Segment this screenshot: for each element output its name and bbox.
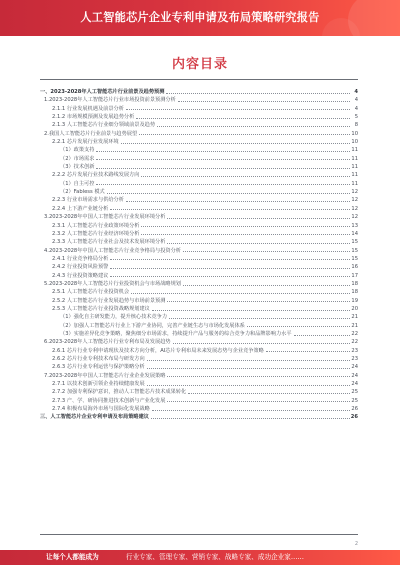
toc-entry[interactable] bbox=[40, 163, 358, 171]
toc-entry[interactable] bbox=[40, 297, 358, 305]
toc-entry-page: 10 bbox=[351, 130, 358, 137]
toc-entry-label: 2.2.4 上下游产业链分析 bbox=[52, 205, 109, 212]
toc-entry-page: 15 bbox=[351, 239, 358, 246]
toc-leader-dots bbox=[147, 385, 350, 386]
toc-entry-page: 12 bbox=[351, 205, 358, 212]
toc-entry[interactable] bbox=[40, 405, 358, 413]
toc-entry-page: 17 bbox=[351, 272, 358, 279]
toc-entry-page: 12 bbox=[351, 214, 358, 221]
toc-entry[interactable] bbox=[40, 305, 358, 313]
toc-leader-dots bbox=[151, 418, 350, 419]
toc-entry-label: 2.7.2 加强专利保护意识，推动人工智能芯片技术成果转化 bbox=[52, 389, 187, 396]
table-of-contents bbox=[40, 88, 358, 422]
toc-leader-dots bbox=[167, 243, 350, 244]
toc-entry[interactable] bbox=[40, 263, 358, 271]
toc-divider-bottom bbox=[40, 534, 358, 535]
toc-entry-label: 2.4.3 行业投资策略建议 bbox=[52, 272, 109, 279]
toc-entry-label: （1）强化自主研发能力，提升核心技术竞争力 bbox=[60, 314, 168, 321]
toc-entry-label: 一、2023-2028年人工智能芯片行业前景及趋势预测 bbox=[40, 89, 165, 95]
footer-slogan: 让每个人都能成为 bbox=[46, 553, 99, 561]
toc-entry-label: 6.2023-2028年人工智能芯片行业专利布局及发展趋势 bbox=[44, 339, 171, 346]
toc-entry[interactable] bbox=[40, 413, 358, 421]
toc-leader-dots bbox=[167, 301, 350, 302]
toc-leader-dots bbox=[147, 368, 350, 369]
toc-leader-dots bbox=[110, 268, 350, 269]
toc-entry-label: 2.7.4 积极布局海外市场与国际化发展战略 bbox=[52, 406, 150, 413]
toc-leader-dots bbox=[183, 251, 350, 252]
toc-leader-dots bbox=[139, 134, 350, 135]
toc-entry-label: 2.3.1 人工智能芯片行业政策环境分析 bbox=[52, 222, 140, 229]
toc-entry[interactable] bbox=[40, 313, 358, 321]
toc-entry-page: 19 bbox=[351, 297, 358, 304]
toc-entry[interactable] bbox=[40, 330, 358, 338]
toc-entry-page: 26 bbox=[350, 414, 358, 421]
toc-entry[interactable] bbox=[40, 247, 358, 255]
toc-entry-label: 2.5.1 人工智能芯片行业投资机会 bbox=[52, 289, 130, 296]
toc-entry-page: 21 bbox=[351, 322, 358, 329]
toc-entry-page: 11 bbox=[351, 172, 358, 179]
toc-entry[interactable] bbox=[40, 372, 358, 380]
toc-entry-label: 2.2.3 行业市场需求与供给分析 bbox=[52, 197, 124, 204]
toc-entry[interactable] bbox=[40, 322, 358, 330]
toc-entry[interactable] bbox=[40, 288, 358, 296]
toc-entry-label: 三、人工智能芯片企业专利申请及布局策略建议 bbox=[40, 414, 149, 421]
toc-entry[interactable] bbox=[40, 280, 358, 288]
toc-entry[interactable] bbox=[40, 180, 358, 188]
toc-entry-page: 23 bbox=[351, 347, 358, 354]
toc-entry-page: 15 bbox=[351, 247, 358, 254]
toc-entry-label: 2.7.1 以技术创新引领企业持续健康发展 bbox=[52, 381, 145, 388]
toc-entry-page: 25 bbox=[351, 397, 358, 404]
toc-entry[interactable] bbox=[40, 347, 358, 355]
toc-entry[interactable] bbox=[40, 355, 358, 363]
toc-entry-label: （1）自主可控 bbox=[60, 180, 95, 187]
toc-leader-dots bbox=[173, 343, 350, 344]
toc-entry-label: （3）实施差异化竞争策略，聚焦细分市场需求，持续提升产品与服务的综合竞争力和品牌影响力水平 bbox=[60, 330, 292, 337]
toc-entry-page: 26 bbox=[351, 406, 358, 413]
toc-entry-label: （2）市场需求 bbox=[60, 155, 95, 162]
toc-leader-dots bbox=[96, 159, 350, 160]
toc-entry[interactable] bbox=[40, 121, 358, 129]
toc-entry-label: 2.4.1 行业竞争格局分析 bbox=[52, 255, 109, 262]
toc-entry[interactable] bbox=[40, 255, 358, 263]
toc-leader-dots bbox=[110, 259, 350, 260]
toc-leader-dots bbox=[183, 285, 350, 286]
toc-leader-dots bbox=[110, 209, 350, 210]
toc-entry-page: 18 bbox=[351, 289, 358, 296]
toc-entry-page: 15 bbox=[351, 255, 358, 262]
toc-entry-page: 11 bbox=[351, 147, 358, 154]
toc-leader-dots bbox=[121, 143, 350, 144]
toc-entry[interactable] bbox=[40, 138, 358, 146]
toc-entry-page: 13 bbox=[351, 222, 358, 229]
toc-entry-label: 2.1.2 市场规模预测及发展趋势分析 bbox=[52, 114, 135, 121]
toc-entry[interactable] bbox=[40, 88, 358, 96]
toc-leader-dots bbox=[141, 176, 350, 177]
toc-entry-page: 24 bbox=[351, 364, 358, 371]
toc-entry[interactable] bbox=[40, 222, 358, 230]
toc-entry[interactable] bbox=[40, 230, 358, 238]
toc-entry-page: 4 bbox=[354, 89, 358, 95]
toc-entry[interactable] bbox=[40, 171, 358, 179]
toc-entry-page: 4 bbox=[354, 105, 358, 112]
toc-leader-dots bbox=[131, 293, 350, 294]
toc-entry-label: 7.2023-2028年中国人工智能芯片行业企业发展策略 bbox=[44, 372, 166, 379]
toc-entry-label: 2.7.3 产、学、研协同推进技术创新与产业化发展 bbox=[52, 397, 166, 404]
toc-entry-page: 12 bbox=[351, 197, 358, 204]
toc-entry-page: 22 bbox=[351, 339, 358, 346]
toc-entry[interactable] bbox=[40, 196, 358, 204]
toc-entry-page: 23 bbox=[351, 356, 358, 362]
toc-entry-page: 12 bbox=[351, 189, 358, 196]
toc-entry-label: 2.2.2 芯片发展行业技术路线发展方向 bbox=[52, 172, 140, 179]
toc-leader-dots bbox=[247, 326, 350, 327]
toc-entry-label: （2）Fabless 模式 bbox=[60, 189, 105, 196]
toc-entry-label: 2.5.3 人工智能芯片行业投资战略规划建议 bbox=[52, 305, 150, 312]
toc-entry-page: 21 bbox=[351, 314, 358, 321]
toc-entry[interactable] bbox=[40, 155, 358, 163]
toc-leader-dots bbox=[167, 218, 350, 219]
toc-entry-page: 8 bbox=[354, 122, 358, 129]
toc-entry-label: 2.2.1 芯片发展行业发展环境 bbox=[52, 139, 119, 146]
toc-leader-dots bbox=[147, 360, 350, 361]
toc-leader-dots bbox=[126, 109, 350, 110]
toc-entry-label: 1.2023-2028年人工智能芯片行业市场投资前景预测分析 bbox=[44, 97, 176, 104]
toc-leader-dots bbox=[107, 193, 350, 194]
toc-leader-dots bbox=[141, 226, 350, 227]
toc-entry[interactable] bbox=[40, 105, 358, 113]
toc-entry-page: 25 bbox=[351, 389, 358, 396]
toc-leader-dots bbox=[96, 151, 350, 152]
toc-entry-page: 24 bbox=[351, 381, 358, 388]
toc-leader-dots bbox=[188, 393, 350, 394]
toc-entry[interactable] bbox=[40, 363, 358, 371]
toc-entry-label: （3）技术创新 bbox=[60, 164, 95, 171]
toc-leader-dots bbox=[178, 101, 350, 102]
toc-entry[interactable] bbox=[40, 238, 358, 246]
toc-entry-label: 3.2023-2028年中国人工智能芯片行业发展环境分析 bbox=[44, 214, 166, 221]
toc-leader-dots bbox=[157, 126, 350, 127]
toc-entry[interactable] bbox=[40, 272, 358, 280]
toc-entry-label: 2.我国人工智能芯片行业前景与趋势展望 bbox=[44, 130, 138, 137]
toc-leader-dots bbox=[136, 118, 350, 119]
footer-tagline: 行业专家、管理专家、营销专家、战略专家、成功企业家…… bbox=[126, 553, 305, 561]
toc-entry-page: 14 bbox=[351, 230, 358, 237]
toc-entry[interactable] bbox=[40, 397, 358, 405]
toc-entry-page: 18 bbox=[351, 280, 358, 287]
report-header bbox=[0, 0, 400, 36]
toc-entry[interactable] bbox=[40, 213, 358, 221]
toc-entry-page: 10 bbox=[351, 139, 358, 146]
toc-entry-label: 2.3.3 人工智能芯片行业社会及技术发展环境分析 bbox=[52, 239, 166, 246]
toc-entry[interactable] bbox=[40, 338, 358, 346]
toc-entry-label: 2.5.2 人工智能芯片行业发展趋势与市场前景预测 bbox=[52, 297, 166, 304]
toc-leader-dots bbox=[266, 351, 350, 352]
toc-entry-label: 2.3.2 人工智能芯片行业经济环境分析 bbox=[52, 230, 140, 237]
toc-leader-dots bbox=[96, 168, 350, 169]
toc-leader-dots bbox=[294, 335, 350, 336]
toc-entry[interactable] bbox=[40, 380, 358, 388]
toc-entry[interactable] bbox=[40, 96, 358, 104]
toc-entry-label: 2.4.2 行业投资风险预警 bbox=[52, 264, 109, 271]
report-title: 人工智能芯片企业专利申请及布局策略研究报告 bbox=[80, 11, 320, 24]
toc-entry-label: 2.6.3 芯片行业专利运营与保护策略分析 bbox=[52, 364, 145, 371]
toc-leader-dots bbox=[169, 318, 350, 319]
toc-leader-dots bbox=[167, 376, 350, 377]
toc-leader-dots bbox=[152, 310, 350, 311]
toc-entry-page: 11 bbox=[351, 155, 358, 162]
toc-leader-dots bbox=[126, 201, 350, 202]
toc-entry-label: 2.1.3 人工智能芯片行业细分领域前景及趋势 bbox=[52, 122, 156, 129]
toc-heading: 内容目录 bbox=[171, 57, 228, 72]
toc-entry[interactable] bbox=[40, 113, 358, 121]
toc-entry-page: 22 bbox=[351, 330, 358, 337]
toc-entry-label: 2.1.1 行业发展机遇及前景分析 bbox=[52, 105, 124, 112]
toc-leader-dots bbox=[152, 410, 350, 411]
toc-entry[interactable] bbox=[40, 130, 358, 138]
toc-entry-label: 5.2023-2028年人工智能芯片行业投资机会与市场战略规划 bbox=[44, 280, 181, 287]
toc-entry[interactable] bbox=[40, 388, 358, 396]
toc-entry-page: 11 bbox=[351, 180, 358, 187]
toc-entry-page: 16 bbox=[351, 264, 358, 271]
toc-entry-label: （1）政策支持 bbox=[60, 147, 95, 154]
toc-leader-dots bbox=[96, 184, 350, 185]
footer-banner bbox=[0, 550, 400, 565]
toc-leader-dots bbox=[166, 93, 350, 94]
toc-entry[interactable] bbox=[40, 188, 358, 196]
toc-entry-label: （2）加强人工智能芯片行业上下游产业协同，完善产业链生态与市场化发展体系 bbox=[60, 322, 245, 329]
toc-entry-page: 20 bbox=[351, 305, 358, 312]
toc-entry[interactable] bbox=[40, 205, 358, 213]
toc-entry-label: 4.2023-2028年中国人工智能芯片行业竞争格局与投资分析 bbox=[44, 247, 181, 254]
toc-entry[interactable] bbox=[40, 146, 358, 154]
toc-leader-dots bbox=[167, 401, 350, 402]
page-number: 2 bbox=[354, 541, 358, 547]
toc-entry-page: 24 bbox=[351, 372, 358, 379]
toc-entry-page: 4 bbox=[354, 97, 358, 104]
toc-entry-page: 11 bbox=[351, 164, 358, 171]
toc-entry-page: 5 bbox=[354, 114, 358, 121]
toc-leader-dots bbox=[141, 234, 350, 235]
toc-entry-label: 2.6.1 芯片行业专利申请现状及技术方向分析，AI芯片专利布局未来发展态势与企业竞争策略 bbox=[52, 347, 264, 354]
toc-leader-dots bbox=[110, 276, 350, 277]
toc-divider-top bbox=[40, 79, 358, 80]
toc-entry-label: 2.6.2 芯片行业专利技术布局与研发方向 bbox=[52, 356, 145, 362]
